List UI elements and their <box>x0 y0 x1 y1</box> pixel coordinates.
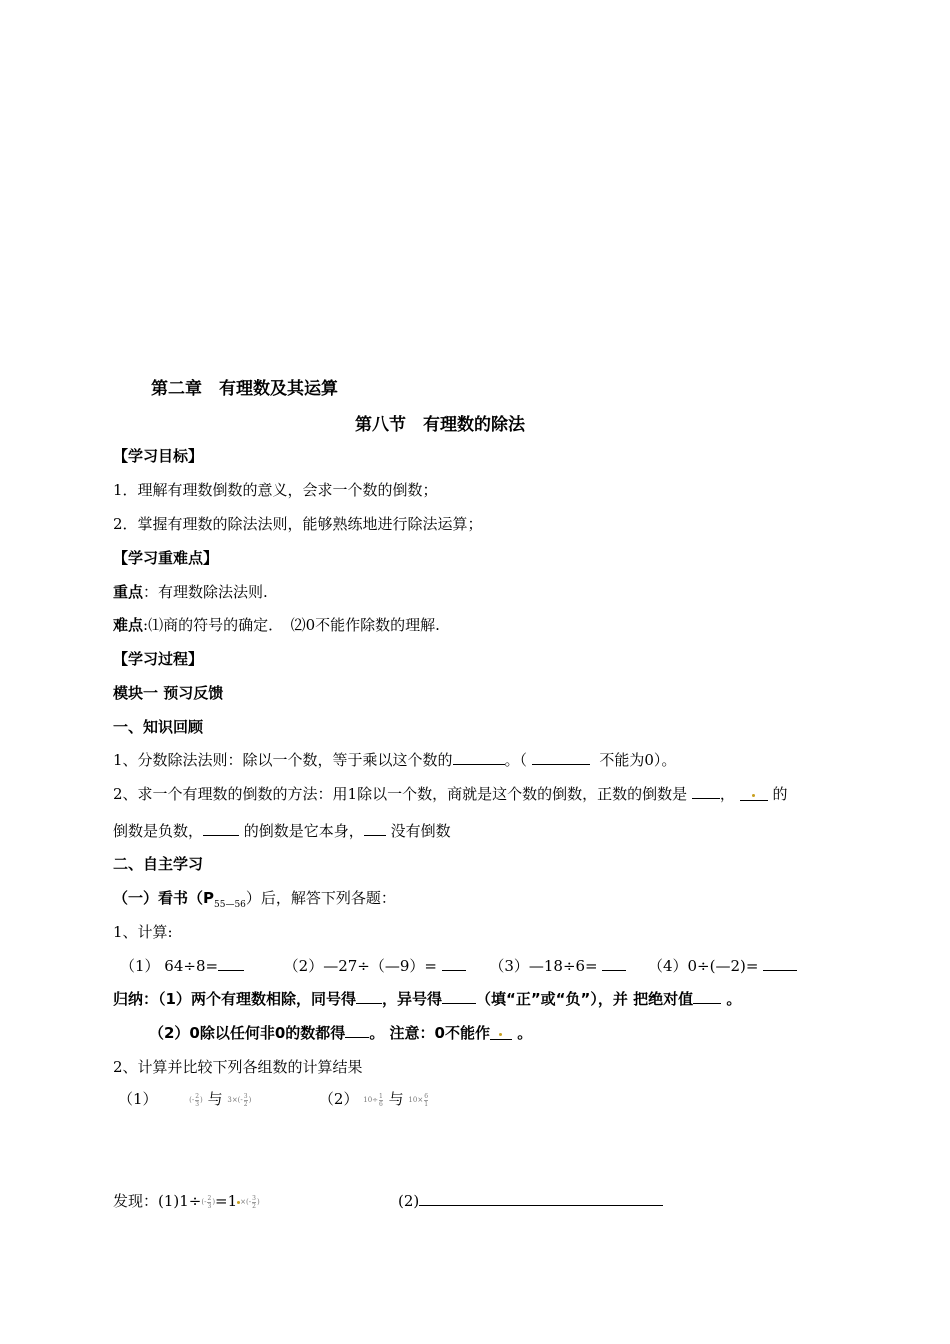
summary2-blank-mark <box>499 1033 502 1036</box>
discover2-text: (2) <box>398 1192 420 1210</box>
review2-blank-4[interactable] <box>364 820 386 836</box>
summary1-text-d: 。 <box>726 990 742 1008</box>
compare1-left-expr: (- $\frac{2}{3}$ ) <box>189 1092 203 1108</box>
goals-heading: 【学习目标】 <box>113 447 204 465</box>
section-title: 第八节 有理数的除法 <box>355 415 525 435</box>
goal-item-1: 1．理解有理数倒数的意义，会求一个数的倒数； <box>113 481 438 499</box>
summary1-text-b: ，异号得 <box>381 990 442 1008</box>
summary-line-2 <box>149 1022 532 1043</box>
key-text: ：有理数除法法则. <box>143 583 268 601</box>
discover-text-b: =1 <box>215 1192 238 1210</box>
calc-4: （4）0÷(—2)= <box>647 957 759 975</box>
summary2-blank-1[interactable] <box>345 1022 369 1038</box>
read-pages: 55—56 <box>214 900 246 910</box>
calc-1: （1） 64÷8= <box>120 957 219 975</box>
discover-frac-2: ×(- $\frac{3}{2}$ ) <box>240 1194 260 1210</box>
summary2-text-c: 。 <box>517 1024 533 1042</box>
discover-frac-1: (- $\frac{2}{3}$ ) <box>201 1194 216 1210</box>
compare2-left-expr: 10÷ $\frac{1}{6}$ <box>363 1092 383 1108</box>
summary1-blank-1[interactable] <box>356 988 382 1004</box>
goal-item-2: 2．掌握有理数的除法法则，能够熟练地进行除法运算； <box>113 515 483 533</box>
compare-row <box>118 1088 429 1109</box>
review-item-2 <box>113 783 787 804</box>
read-text-b: ）后，解答下列各题： <box>245 889 396 907</box>
chapter-title: 第二章 有理数及其运算 <box>151 379 338 399</box>
review2-text-c: 倒数是负数， <box>113 822 204 840</box>
compare-title: 2、计算并比较下列各组数的计算结果 <box>113 1058 363 1076</box>
review-heading: 一、知识回顾 <box>113 718 204 736</box>
calc-2-blank[interactable] <box>442 955 466 971</box>
review2-text-d: 的倒数是它本身， <box>243 822 364 840</box>
discover2-blank[interactable] <box>419 1190 663 1206</box>
compare1-label: （1） <box>118 1090 158 1108</box>
compare2-right-expr: 10× $\frac{6}{1}$ <box>408 1092 429 1108</box>
difficult-text: :⑴商的符号的确定． ⑵0不能作除数的理解. <box>143 616 440 634</box>
compare2-label: （2） <box>318 1090 359 1108</box>
discover-text-a: 发现：(1)1÷ <box>113 1192 202 1210</box>
key-point-line <box>113 581 268 602</box>
read-text-a: （一）看书（P <box>113 889 214 907</box>
review2-blank-mark <box>752 794 755 797</box>
read-book-line <box>113 887 396 910</box>
key-label: 重点 <box>113 583 144 601</box>
review-item-1 <box>113 749 676 770</box>
review1-text-c: 不能为0）。 <box>599 751 677 769</box>
review2-text-a: 2、求一个有理数的倒数的方法：用1除以一个数，商就是这个数的倒数，正数的倒数是 <box>113 785 688 803</box>
review2-text-b: 的 <box>772 785 788 803</box>
summary2-blank-2[interactable] <box>490 1024 512 1040</box>
self-study-heading: 二、自主学习 <box>113 855 204 873</box>
review1-text-b: 。（ <box>504 751 528 769</box>
summary1-text-a: 归纳：（1）两个有理数相除，同号得 <box>113 990 356 1008</box>
review1-text-a: 1、分数除法法则：除以一个数，等于乘以这个数的 <box>113 751 453 769</box>
summary1-blank-2[interactable] <box>442 988 476 1004</box>
review2-text-e: 没有倒数 <box>390 822 451 840</box>
discover-line-2 <box>398 1190 663 1210</box>
calc-3-blank[interactable] <box>602 955 626 971</box>
summary-line-1 <box>113 988 741 1009</box>
discover-line-1 <box>113 1190 260 1211</box>
review-item-2-continued <box>113 820 451 841</box>
review1-blank-1[interactable] <box>453 749 505 765</box>
process-heading: 【学习过程】 <box>113 650 204 668</box>
compare1-with: 与 <box>207 1090 223 1108</box>
key-points-heading: 【学习重难点】 <box>113 549 219 567</box>
review2-blank-3[interactable] <box>203 820 239 836</box>
calc-2: （2）—27÷（—9）= <box>283 957 437 975</box>
compare1-right-expr: 3×(- $\frac{3}{2}$ ) <box>227 1092 252 1108</box>
calc-3: （3）—18÷6= <box>489 957 598 975</box>
review2-blank-1[interactable] <box>692 783 720 799</box>
calc-4-blank[interactable] <box>763 955 797 971</box>
summary1-blank-3[interactable] <box>693 988 721 1004</box>
review2-blank-2[interactable] <box>740 785 768 801</box>
compare2-with: 与 <box>388 1090 404 1108</box>
review1-blank-2[interactable] <box>532 749 590 765</box>
summary2-text-b: 。 注意：0不能作 <box>369 1024 490 1042</box>
difficult-label: 难点 <box>113 616 144 634</box>
module-title: 模块一 预习反馈 <box>113 684 224 702</box>
summary2-text-a: （2）0除以任何非0的数都得 <box>149 1024 346 1042</box>
difficult-point-line <box>113 614 440 635</box>
calc-title: 1、计算: <box>113 923 173 941</box>
calc-1-blank[interactable] <box>218 955 244 971</box>
summary1-text-c: （填“正”或“负”），并 把绝对值 <box>475 990 694 1008</box>
review2-separator: ， <box>719 785 735 803</box>
calc-row <box>120 955 797 976</box>
